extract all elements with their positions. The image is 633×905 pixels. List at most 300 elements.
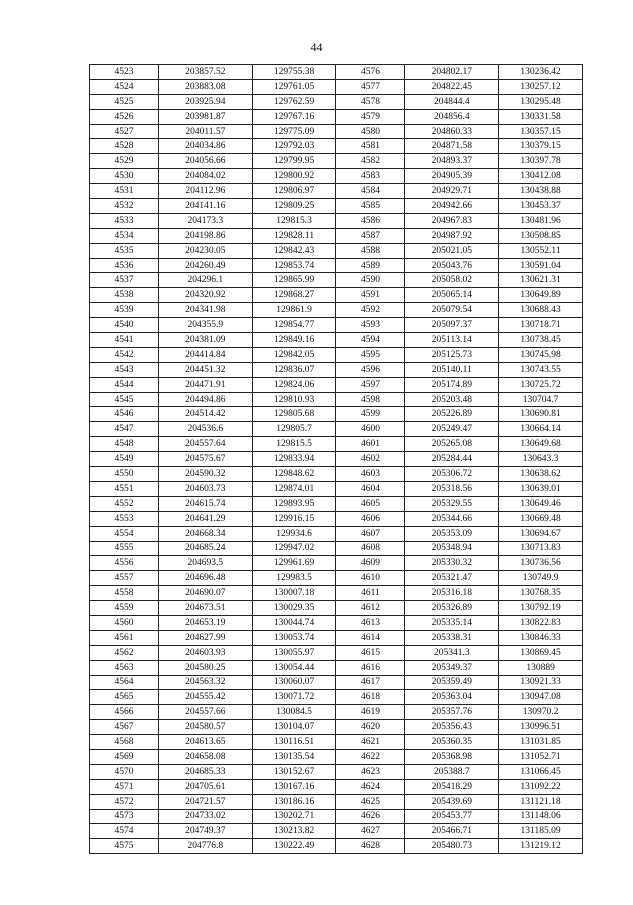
x-coordinate-cell: 204721.57 <box>159 794 253 809</box>
table-row <box>90 571 583 586</box>
y-coordinate-cell: 130822.83 <box>499 615 583 630</box>
y-coordinate-cell: 130054.44 <box>252 660 336 675</box>
table-row <box>90 273 583 288</box>
point-id-cell: 4600 <box>336 422 405 437</box>
point-id-cell: 4528 <box>90 139 159 154</box>
point-id-cell: 4544 <box>90 377 159 392</box>
y-coordinate-cell: 130869.45 <box>499 645 583 660</box>
y-coordinate-cell: 130921.33 <box>499 675 583 690</box>
point-id-cell: 4602 <box>336 452 405 467</box>
point-id-cell: 4577 <box>336 79 405 94</box>
y-coordinate-cell: 130704.7 <box>499 392 583 407</box>
table-row <box>90 481 583 496</box>
table-row <box>90 735 583 750</box>
x-coordinate-cell: 204776.8 <box>159 839 253 854</box>
y-coordinate-cell: 129806.97 <box>252 184 336 199</box>
x-coordinate-cell: 204563.32 <box>159 675 253 690</box>
table-row <box>90 154 583 169</box>
x-coordinate-cell: 205388.7 <box>405 764 499 779</box>
point-id-cell: 4578 <box>336 94 405 109</box>
point-id-cell: 4599 <box>336 407 405 422</box>
x-coordinate-cell: 205058.02 <box>405 273 499 288</box>
x-coordinate-cell: 204627.99 <box>159 630 253 645</box>
x-coordinate-cell: 205125.73 <box>405 347 499 362</box>
point-id-cell: 4566 <box>90 705 159 720</box>
y-coordinate-cell: 130745.98 <box>499 347 583 362</box>
point-id-cell: 4552 <box>90 496 159 511</box>
point-id-cell: 4536 <box>90 258 159 273</box>
table-row <box>90 169 583 184</box>
point-id-cell: 4585 <box>336 199 405 214</box>
point-id-cell: 4554 <box>90 526 159 541</box>
x-coordinate-cell: 204893.37 <box>405 154 499 169</box>
table-row <box>90 228 583 243</box>
y-coordinate-cell: 130889 <box>499 660 583 675</box>
x-coordinate-cell: 205079.54 <box>405 303 499 318</box>
point-id-cell: 4583 <box>336 169 405 184</box>
y-coordinate-cell: 130222.49 <box>252 839 336 854</box>
point-id-cell: 4523 <box>90 65 159 80</box>
table-row <box>90 615 583 630</box>
y-coordinate-cell: 130649.46 <box>499 496 583 511</box>
x-coordinate-cell: 204942.66 <box>405 199 499 214</box>
y-coordinate-cell: 129934.6 <box>252 526 336 541</box>
point-id-cell: 4553 <box>90 511 159 526</box>
x-coordinate-cell: 203857.52 <box>159 65 253 80</box>
y-coordinate-cell: 129865.99 <box>252 273 336 288</box>
point-id-cell: 4621 <box>336 735 405 750</box>
y-coordinate-cell: 130508.85 <box>499 228 583 243</box>
y-coordinate-cell: 129842.43 <box>252 243 336 258</box>
table-row <box>90 779 583 794</box>
y-coordinate-cell: 130453.37 <box>499 199 583 214</box>
point-id-cell: 4542 <box>90 347 159 362</box>
point-id-cell: 4579 <box>336 109 405 124</box>
table-row <box>90 407 583 422</box>
y-coordinate-cell: 130167.16 <box>252 779 336 794</box>
y-coordinate-cell: 130152.67 <box>252 764 336 779</box>
point-id-cell: 4572 <box>90 794 159 809</box>
x-coordinate-cell: 205140.11 <box>405 362 499 377</box>
table-row <box>90 675 583 690</box>
point-id-cell: 4556 <box>90 556 159 571</box>
x-coordinate-cell: 204871.58 <box>405 139 499 154</box>
page-number: 44 <box>310 40 323 54</box>
y-coordinate-cell: 129961.69 <box>252 556 336 571</box>
x-coordinate-cell: 204173.3 <box>159 213 253 228</box>
point-id-cell: 4567 <box>90 720 159 735</box>
table-row <box>90 392 583 407</box>
point-id-cell: 4596 <box>336 362 405 377</box>
y-coordinate-cell: 130060.07 <box>252 675 336 690</box>
x-coordinate-cell: 203925.94 <box>159 94 253 109</box>
x-coordinate-cell: 205341.3 <box>405 645 499 660</box>
point-id-cell: 4529 <box>90 154 159 169</box>
table-row <box>90 437 583 452</box>
point-id-cell: 4555 <box>90 541 159 556</box>
x-coordinate-cell: 205338.31 <box>405 630 499 645</box>
x-coordinate-cell: 204693.5 <box>159 556 253 571</box>
x-coordinate-cell: 204658.08 <box>159 749 253 764</box>
x-coordinate-cell: 205453.77 <box>405 809 499 824</box>
point-id-cell: 4526 <box>90 109 159 124</box>
y-coordinate-cell: 129815.3 <box>252 213 336 228</box>
y-coordinate-cell: 130213.82 <box>252 824 336 839</box>
x-coordinate-cell: 204034.86 <box>159 139 253 154</box>
y-coordinate-cell: 129762.59 <box>252 94 336 109</box>
table-row <box>90 720 583 735</box>
y-coordinate-cell: 130718.71 <box>499 318 583 333</box>
point-id-cell: 4582 <box>336 154 405 169</box>
x-coordinate-cell: 204641.29 <box>159 511 253 526</box>
y-coordinate-cell: 130481.96 <box>499 213 583 228</box>
table-row <box>90 213 583 228</box>
x-coordinate-cell: 204668.34 <box>159 526 253 541</box>
x-coordinate-cell: 204355.9 <box>159 318 253 333</box>
x-coordinate-cell: 204555.42 <box>159 690 253 705</box>
y-coordinate-cell: 129810.93 <box>252 392 336 407</box>
table-row <box>90 690 583 705</box>
x-coordinate-cell: 203981.87 <box>159 109 253 124</box>
y-coordinate-cell: 130743.55 <box>499 362 583 377</box>
x-coordinate-cell: 205326.89 <box>405 601 499 616</box>
x-coordinate-cell: 205021.05 <box>405 243 499 258</box>
y-coordinate-cell: 129861.9 <box>252 303 336 318</box>
y-coordinate-cell: 129805.7 <box>252 422 336 437</box>
y-coordinate-cell: 130621.31 <box>499 273 583 288</box>
y-coordinate-cell: 131092.22 <box>499 779 583 794</box>
x-coordinate-cell: 204112.96 <box>159 184 253 199</box>
y-coordinate-cell: 130135.54 <box>252 749 336 764</box>
y-coordinate-cell: 130591.04 <box>499 258 583 273</box>
x-coordinate-cell: 204673.51 <box>159 601 253 616</box>
point-id-cell: 4541 <box>90 333 159 348</box>
y-coordinate-cell: 130664.14 <box>499 422 583 437</box>
point-id-cell: 4538 <box>90 288 159 303</box>
x-coordinate-cell: 205265.08 <box>405 437 499 452</box>
point-id-cell: 4525 <box>90 94 159 109</box>
x-coordinate-cell: 205348.94 <box>405 541 499 556</box>
x-coordinate-cell: 204557.64 <box>159 437 253 452</box>
table-row <box>90 586 583 601</box>
point-id-cell: 4618 <box>336 690 405 705</box>
point-id-cell: 4527 <box>90 124 159 139</box>
x-coordinate-cell: 205344.66 <box>405 511 499 526</box>
table-row <box>90 124 583 139</box>
point-id-cell: 4558 <box>90 586 159 601</box>
point-id-cell: 4546 <box>90 407 159 422</box>
y-coordinate-cell: 130236.42 <box>499 65 583 80</box>
point-id-cell: 4535 <box>90 243 159 258</box>
y-coordinate-cell: 130649.68 <box>499 437 583 452</box>
point-id-cell: 4588 <box>336 243 405 258</box>
x-coordinate-cell: 204320.92 <box>159 288 253 303</box>
point-id-cell: 4569 <box>90 749 159 764</box>
point-id-cell: 4607 <box>336 526 405 541</box>
table-row <box>90 109 583 124</box>
table-row <box>90 303 583 318</box>
y-coordinate-cell: 129893.95 <box>252 496 336 511</box>
x-coordinate-cell: 205363.04 <box>405 690 499 705</box>
y-coordinate-cell: 130996.51 <box>499 720 583 735</box>
point-id-cell: 4575 <box>90 839 159 854</box>
y-coordinate-cell: 130295.48 <box>499 94 583 109</box>
x-coordinate-cell: 205284.44 <box>405 452 499 467</box>
x-coordinate-cell: 204733.02 <box>159 809 253 824</box>
y-coordinate-cell: 130104.07 <box>252 720 336 735</box>
point-id-cell: 4617 <box>336 675 405 690</box>
table-row <box>90 452 583 467</box>
x-coordinate-cell: 204967.83 <box>405 213 499 228</box>
point-id-cell: 4598 <box>336 392 405 407</box>
y-coordinate-cell: 130186.16 <box>252 794 336 809</box>
x-coordinate-cell: 204056.66 <box>159 154 253 169</box>
x-coordinate-cell: 204580.57 <box>159 720 253 735</box>
point-id-cell: 4623 <box>336 764 405 779</box>
y-coordinate-cell: 130639.01 <box>499 481 583 496</box>
y-coordinate-cell: 130792.19 <box>499 601 583 616</box>
point-id-cell: 4576 <box>336 65 405 80</box>
x-coordinate-cell: 205357.76 <box>405 705 499 720</box>
point-id-cell: 4608 <box>336 541 405 556</box>
x-coordinate-cell: 205043.76 <box>405 258 499 273</box>
point-id-cell: 4531 <box>90 184 159 199</box>
x-coordinate-cell: 204822.45 <box>405 79 499 94</box>
y-coordinate-cell: 129854.77 <box>252 318 336 333</box>
x-coordinate-cell: 204536.6 <box>159 422 253 437</box>
point-id-cell: 4592 <box>336 303 405 318</box>
y-coordinate-cell: 131121.18 <box>499 794 583 809</box>
x-coordinate-cell: 205249.47 <box>405 422 499 437</box>
point-id-cell: 4620 <box>336 720 405 735</box>
y-coordinate-cell: 130736.56 <box>499 556 583 571</box>
table-row <box>90 511 583 526</box>
point-id-cell: 4610 <box>336 571 405 586</box>
table-row <box>90 496 583 511</box>
y-coordinate-cell: 130688.43 <box>499 303 583 318</box>
point-id-cell: 4595 <box>336 347 405 362</box>
y-coordinate-cell: 130331.58 <box>499 109 583 124</box>
x-coordinate-cell: 204615.74 <box>159 496 253 511</box>
point-id-cell: 4551 <box>90 481 159 496</box>
point-id-cell: 4613 <box>336 615 405 630</box>
x-coordinate-cell: 204084.02 <box>159 169 253 184</box>
point-id-cell: 4603 <box>336 467 405 482</box>
table-row <box>90 601 583 616</box>
y-coordinate-cell: 130638.62 <box>499 467 583 482</box>
table-row <box>90 79 583 94</box>
point-id-cell: 4601 <box>336 437 405 452</box>
y-coordinate-cell: 130084.5 <box>252 705 336 720</box>
x-coordinate-cell: 204860.33 <box>405 124 499 139</box>
x-coordinate-cell: 205466.71 <box>405 824 499 839</box>
x-coordinate-cell: 204653.19 <box>159 615 253 630</box>
y-coordinate-cell: 130379.15 <box>499 139 583 154</box>
point-id-cell: 4565 <box>90 690 159 705</box>
point-id-cell: 4548 <box>90 437 159 452</box>
y-coordinate-cell: 129775.09 <box>252 124 336 139</box>
x-coordinate-cell: 205335.14 <box>405 615 499 630</box>
x-coordinate-cell: 204685.24 <box>159 541 253 556</box>
point-id-cell: 4614 <box>336 630 405 645</box>
point-id-cell: 4539 <box>90 303 159 318</box>
y-coordinate-cell: 130738.45 <box>499 333 583 348</box>
table-row <box>90 288 583 303</box>
table-row <box>90 541 583 556</box>
y-coordinate-cell: 130007.18 <box>252 586 336 601</box>
point-id-cell: 4616 <box>336 660 405 675</box>
table-row <box>90 139 583 154</box>
point-id-cell: 4584 <box>336 184 405 199</box>
y-coordinate-cell: 129824.06 <box>252 377 336 392</box>
x-coordinate-cell: 204141.16 <box>159 199 253 214</box>
x-coordinate-cell: 204514.42 <box>159 407 253 422</box>
table-row <box>90 377 583 392</box>
y-coordinate-cell: 130725.72 <box>499 377 583 392</box>
point-id-cell: 4615 <box>336 645 405 660</box>
point-id-cell: 4627 <box>336 824 405 839</box>
y-coordinate-cell: 131066.45 <box>499 764 583 779</box>
x-coordinate-cell: 204802.17 <box>405 65 499 80</box>
table-row <box>90 556 583 571</box>
table-row <box>90 630 583 645</box>
point-id-cell: 4524 <box>90 79 159 94</box>
x-coordinate-cell: 204471.91 <box>159 377 253 392</box>
table-row <box>90 809 583 824</box>
x-coordinate-cell: 204414.84 <box>159 347 253 362</box>
x-coordinate-cell: 205368.98 <box>405 749 499 764</box>
x-coordinate-cell: 205174.89 <box>405 377 499 392</box>
point-id-cell: 4597 <box>336 377 405 392</box>
y-coordinate-cell: 130649.89 <box>499 288 583 303</box>
x-coordinate-cell: 204905.39 <box>405 169 499 184</box>
table-row <box>90 184 583 199</box>
point-id-cell: 4609 <box>336 556 405 571</box>
point-id-cell: 4619 <box>336 705 405 720</box>
y-coordinate-cell: 129874.01 <box>252 481 336 496</box>
y-coordinate-cell: 131052.71 <box>499 749 583 764</box>
point-id-cell: 4587 <box>336 228 405 243</box>
x-coordinate-cell: 205226.89 <box>405 407 499 422</box>
point-id-cell: 4570 <box>90 764 159 779</box>
y-coordinate-cell: 130643.3 <box>499 452 583 467</box>
y-coordinate-cell: 129828.11 <box>252 228 336 243</box>
y-coordinate-cell: 130970.2 <box>499 705 583 720</box>
y-coordinate-cell: 129792.03 <box>252 139 336 154</box>
table-row <box>90 705 583 720</box>
x-coordinate-cell: 205321.47 <box>405 571 499 586</box>
table-row <box>90 243 583 258</box>
point-id-cell: 4561 <box>90 630 159 645</box>
point-id-cell: 4563 <box>90 660 159 675</box>
point-id-cell: 4604 <box>336 481 405 496</box>
point-id-cell: 4591 <box>336 288 405 303</box>
x-coordinate-cell: 203883.08 <box>159 79 253 94</box>
x-coordinate-cell: 205316.18 <box>405 586 499 601</box>
table-row <box>90 258 583 273</box>
x-coordinate-cell: 205439.69 <box>405 794 499 809</box>
y-coordinate-cell: 130713.83 <box>499 541 583 556</box>
point-id-cell: 4594 <box>336 333 405 348</box>
point-id-cell: 4581 <box>336 139 405 154</box>
y-coordinate-cell: 129947.02 <box>252 541 336 556</box>
table-row <box>90 362 583 377</box>
y-coordinate-cell: 131148.06 <box>499 809 583 824</box>
point-id-cell: 4622 <box>336 749 405 764</box>
x-coordinate-cell: 205353.09 <box>405 526 499 541</box>
y-coordinate-cell: 130694.67 <box>499 526 583 541</box>
x-coordinate-cell: 204296.1 <box>159 273 253 288</box>
point-id-cell: 4550 <box>90 467 159 482</box>
y-coordinate-cell: 130768.35 <box>499 586 583 601</box>
y-coordinate-cell: 129805.68 <box>252 407 336 422</box>
x-coordinate-cell: 205113.14 <box>405 333 499 348</box>
table-row <box>90 526 583 541</box>
x-coordinate-cell: 204494.86 <box>159 392 253 407</box>
coordinates-table-body <box>90 65 583 854</box>
table-row <box>90 749 583 764</box>
x-coordinate-cell: 205065.14 <box>405 288 499 303</box>
y-coordinate-cell: 130397.78 <box>499 154 583 169</box>
x-coordinate-cell: 205418.29 <box>405 779 499 794</box>
y-coordinate-cell: 129799.95 <box>252 154 336 169</box>
table-row <box>90 764 583 779</box>
point-id-cell: 4573 <box>90 809 159 824</box>
table-row <box>90 422 583 437</box>
x-coordinate-cell: 205349.37 <box>405 660 499 675</box>
y-coordinate-cell: 130690.81 <box>499 407 583 422</box>
y-coordinate-cell: 130053.74 <box>252 630 336 645</box>
x-coordinate-cell: 204844.4 <box>405 94 499 109</box>
point-id-cell: 4540 <box>90 318 159 333</box>
x-coordinate-cell: 205203.48 <box>405 392 499 407</box>
y-coordinate-cell: 129849.16 <box>252 333 336 348</box>
point-id-cell: 4530 <box>90 169 159 184</box>
point-id-cell: 4625 <box>336 794 405 809</box>
table-row <box>90 645 583 660</box>
table-row <box>90 65 583 80</box>
table-row <box>90 199 583 214</box>
y-coordinate-cell: 130552.11 <box>499 243 583 258</box>
y-coordinate-cell: 129836.07 <box>252 362 336 377</box>
point-id-cell: 4549 <box>90 452 159 467</box>
table-row <box>90 333 583 348</box>
x-coordinate-cell: 204705.61 <box>159 779 253 794</box>
point-id-cell: 4545 <box>90 392 159 407</box>
point-id-cell: 4624 <box>336 779 405 794</box>
y-coordinate-cell: 130055.97 <box>252 645 336 660</box>
x-coordinate-cell: 204590.32 <box>159 467 253 482</box>
y-coordinate-cell: 129983.5 <box>252 571 336 586</box>
point-id-cell: 4557 <box>90 571 159 586</box>
table-row <box>90 94 583 109</box>
x-coordinate-cell: 204341.98 <box>159 303 253 318</box>
y-coordinate-cell: 129755.38 <box>252 65 336 80</box>
x-coordinate-cell: 205097.37 <box>405 318 499 333</box>
x-coordinate-cell: 204603.93 <box>159 645 253 660</box>
point-id-cell: 4537 <box>90 273 159 288</box>
y-coordinate-cell: 130438.88 <box>499 184 583 199</box>
y-coordinate-cell: 130029.35 <box>252 601 336 616</box>
y-coordinate-cell: 131185.09 <box>499 824 583 839</box>
y-coordinate-cell: 130846.33 <box>499 630 583 645</box>
point-id-cell: 4533 <box>90 213 159 228</box>
x-coordinate-cell: 204557.66 <box>159 705 253 720</box>
x-coordinate-cell: 204575.67 <box>159 452 253 467</box>
x-coordinate-cell: 204381.09 <box>159 333 253 348</box>
table-row <box>90 467 583 482</box>
y-coordinate-cell: 129761.05 <box>252 79 336 94</box>
